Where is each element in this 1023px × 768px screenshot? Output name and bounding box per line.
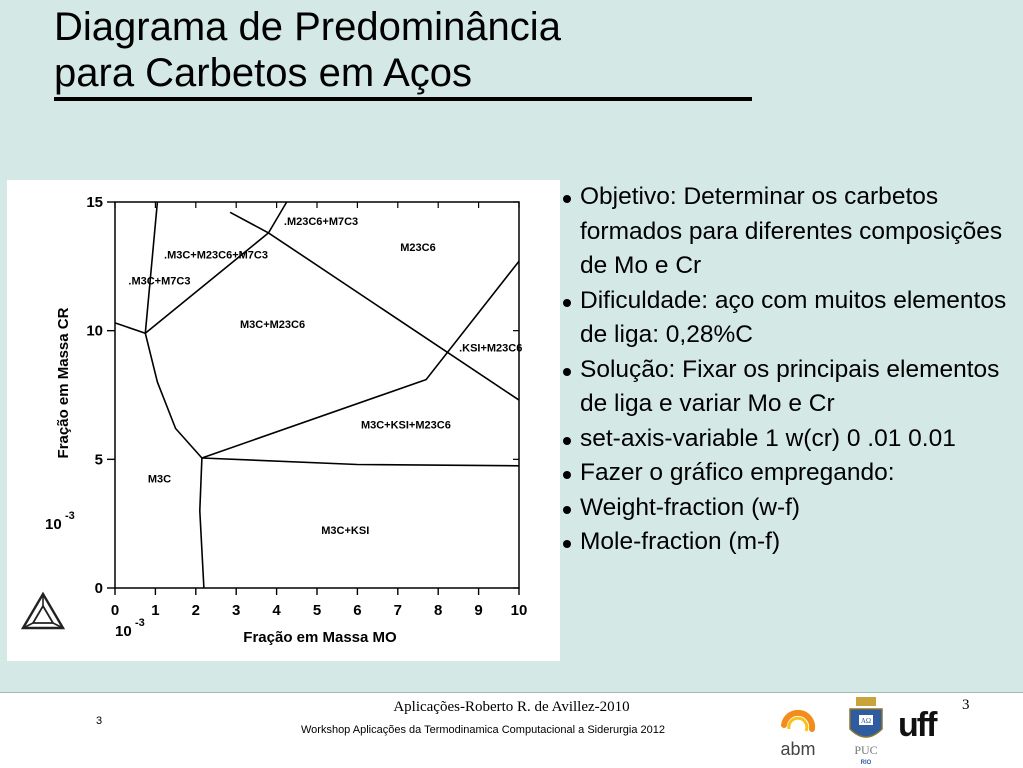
svg-text:AΩ: AΩ <box>860 717 872 725</box>
phase-boundary-4 <box>230 212 519 400</box>
region-label: .M23C6+M7C3 <box>283 216 359 229</box>
region-label: .KSI+M23C6 <box>459 342 523 355</box>
region-label: M3C+KSI+M23C6 <box>360 419 451 432</box>
slide-number-left: 3 <box>96 715 103 727</box>
x-tick-label: 8 <box>434 602 443 619</box>
region-label: .M3C+M23C6+M7C3 <box>164 249 268 262</box>
footer-author-line: Aplicações-Roberto R. de Avillez-2010 <box>393 699 630 715</box>
x-tick-label: 5 <box>312 602 322 619</box>
x-multiplier-exponent: -3 <box>135 617 145 629</box>
slide-title <box>54 4 561 96</box>
phase-boundary-1 <box>145 202 157 333</box>
y-multiplier-exponent: -3 <box>65 510 75 522</box>
region-label: M3C+M23C6 <box>240 319 306 332</box>
title-line-2: para Carbetos em Aços <box>54 51 472 95</box>
puc-rio-logo-icon <box>844 695 888 767</box>
puc-logo-subtext: RIO <box>860 760 872 766</box>
x-tick-label: 10 <box>510 602 528 619</box>
bullet-objetivo: Objetivo: Determinar os carbetos formados para diferentes composições de Mo e Cr <box>563 180 1013 284</box>
x-tick-label: 1 <box>151 602 160 619</box>
bullet-mole-fraction: Mole-fraction (m-f) <box>563 525 1013 560</box>
phase-boundary-5 <box>145 333 202 458</box>
y-tick-label: 15 <box>86 194 103 211</box>
phase-boundary-7 <box>202 458 519 466</box>
region-label: M23C6 <box>400 241 436 254</box>
x-tick-label: 6 <box>353 602 362 619</box>
x-tick-label: 3 <box>232 602 241 619</box>
slide-number-right: 3 <box>962 697 970 713</box>
title-line-1: Diagrama de Predominância <box>54 5 561 49</box>
bullet-list <box>563 180 1013 560</box>
y-axis-label: Fração em Massa CR <box>55 307 72 459</box>
uff-logo-icon <box>898 707 964 743</box>
x-multiplier-base: 10 <box>115 623 132 640</box>
bullet-weight-fraction: Weight-fraction (w-f) <box>563 491 1013 526</box>
y-tick-label: 5 <box>94 451 103 469</box>
y-tick-label: 0 <box>94 580 103 597</box>
y-axis-multiplier <box>45 510 75 533</box>
abm-logo-icon <box>772 701 832 761</box>
region-label: .M3C+M7C3 <box>128 275 191 288</box>
phase-boundary-3 <box>145 202 286 333</box>
x-tick-label: 2 <box>191 602 200 619</box>
x-tick-label: 9 <box>474 602 483 619</box>
predominance-diagram <box>7 180 560 661</box>
abm-logo-text: abm <box>780 739 816 759</box>
bullet-solucao: Solução: Fixar os principais elementos de liga e variar Mo e Cr <box>563 353 1013 422</box>
puc-logo-text: PUC <box>854 743 878 757</box>
bullet-set-axis-command: set-axis-variable 1 w(cr) 0 .01 0.01 <box>563 422 1013 457</box>
phase-boundary-2 <box>115 323 145 333</box>
x-axis-label: Fração em Massa MO <box>243 629 397 646</box>
bullet-dificuldade: Dificuldade: aço com muitos elementos de liga: 0,28%C <box>563 284 1013 353</box>
diagram-canvas <box>7 180 560 661</box>
title-underline <box>54 97 752 101</box>
y-multiplier-base: 10 <box>45 516 62 533</box>
region-labels <box>128 216 522 537</box>
thermo-calc-logo-icon <box>23 594 63 628</box>
region-label: M3C+KSI <box>321 524 370 537</box>
phase-boundary-8 <box>200 458 204 588</box>
region-label: M3C <box>147 473 172 486</box>
uff-logo-text: uff <box>898 707 936 743</box>
bullet-fazer-grafico: Fazer o gráfico empregando: <box>563 456 1013 491</box>
slide-footer <box>0 692 1023 768</box>
y-tick-label: 10 <box>86 322 103 340</box>
x-axis-multiplier <box>115 617 145 640</box>
x-tick-label: 7 <box>393 602 402 619</box>
x-tick-label: 4 <box>272 602 281 619</box>
x-tick-label: 0 <box>110 602 120 619</box>
footer-workshop-line: Workshop Aplicações da Termodinamica Computacional a Siderurgia 2012 <box>300 724 666 736</box>
